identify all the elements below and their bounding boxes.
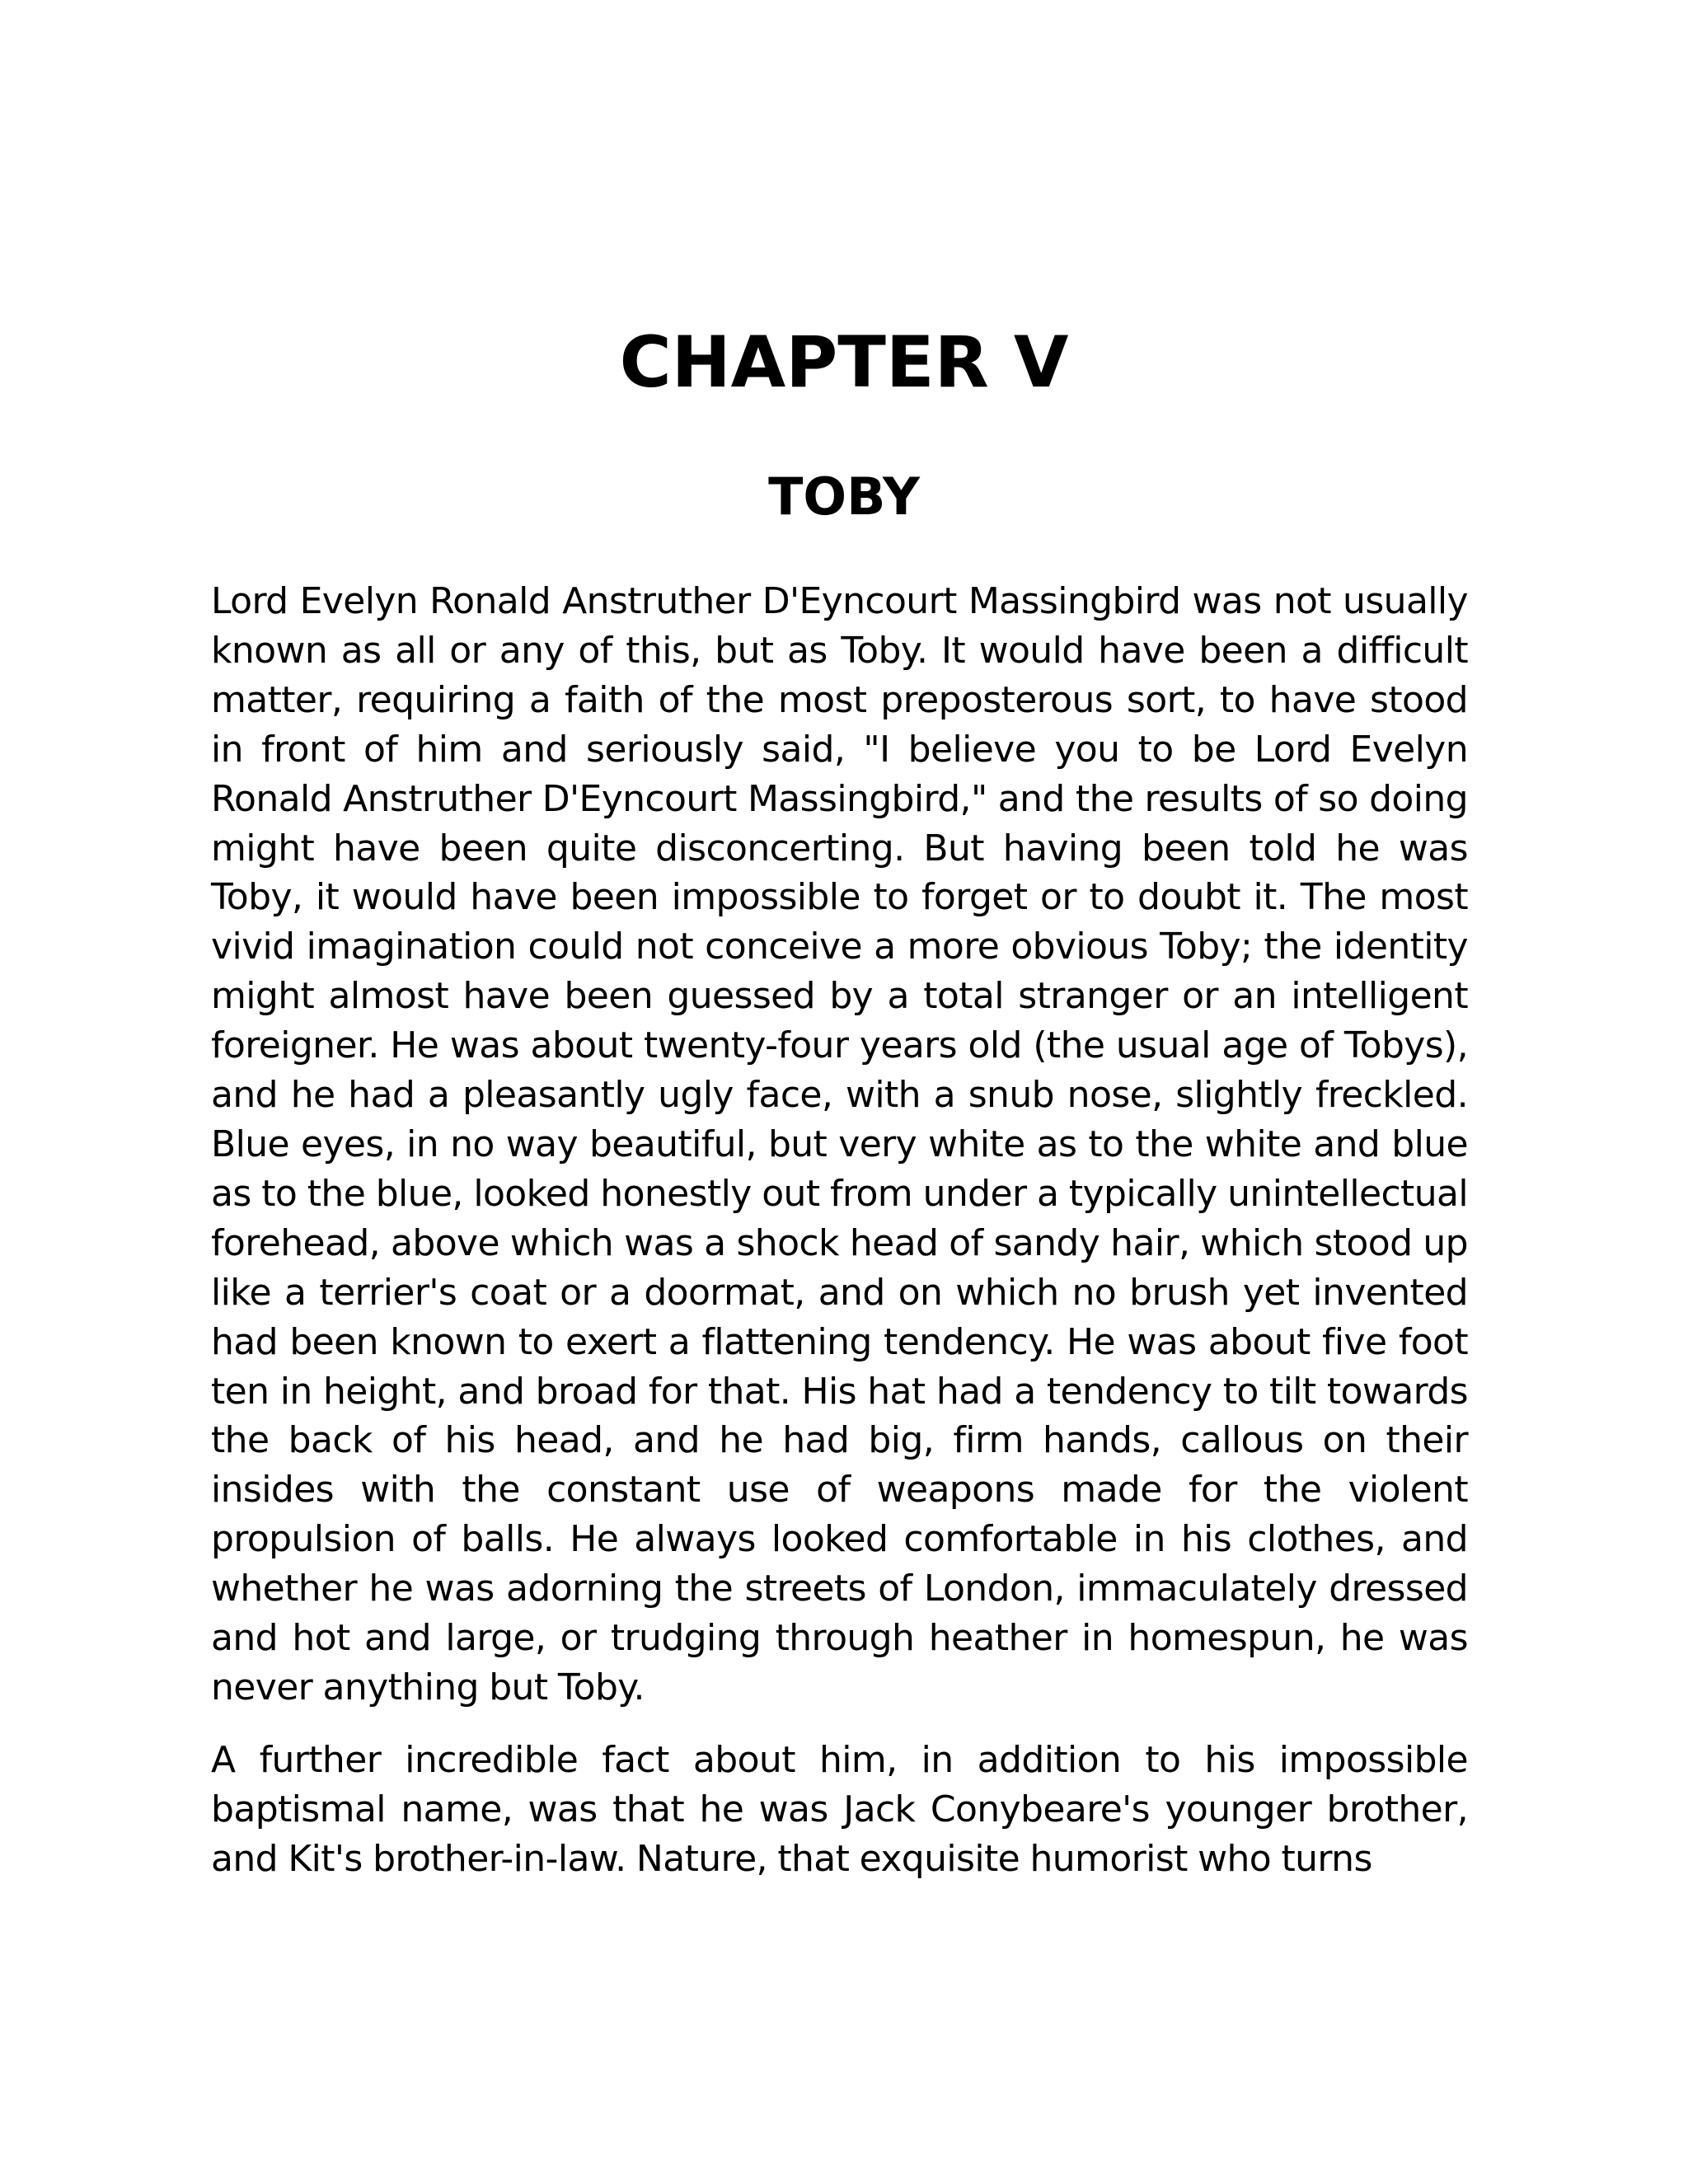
chapter-subtitle: TOBY (768, 466, 920, 527)
paragraph: A further incredible fact about him, in addition to his impossible baptismal name, was that he was Jack Conybeare's younger brother, and Kit's brother-in-law. Nature, that exquisite humorist who turns (211, 1738, 1468, 1880)
chapter-title: CHAPTER V (619, 321, 1069, 404)
paragraph: Lord Evelyn Ronald Anstruther D'Eyncourt Massingbird was not usually known as all or any of this, but as Toby. It would have been a difficult matter, requiring a faith of the most preposterous sort, to have stood in front of him and seriously said, "I believe you to be Lord Evelyn Ronald Anstruther D'Eyncourt Massingbird," and the results of so doing might have been quite disconcerting. But having been told he was Toby, it would have been impossible to forget or to doubt it. The most vivid imagination could not conceive a more obvious Toby; the identity might almost have been guessed by a total stranger or an intelligent foreigner. He was about twenty-four years old (the usual age of Tobys), and he had a pleasantly ugly face, with a snub nose, slightly freckled. Blue eyes, in no way beautiful, but very white as to the white and blue as to the blue, looked honestly out from under a typically unintellectual forehead, above which was a shock head of sandy hair, which stood up like a terrier's coat or a doormat, and on which no brush yet invented had been known to exert a flattening tendency. He was about five foot ten in height, and broad for that. His hat had a tendency to tilt towards the back of his head, and he had big, firm hands, callous on their insides with the constant use of weapons made for the violent propulsion of balls. He always looked comfortable in his clothes, and whether he was adorning the streets of London, immaculately dressed and hot and large, or trudging through heather in homespun, he was never anything but Toby. (211, 580, 1468, 1708)
chapter-body (211, 577, 1468, 1907)
